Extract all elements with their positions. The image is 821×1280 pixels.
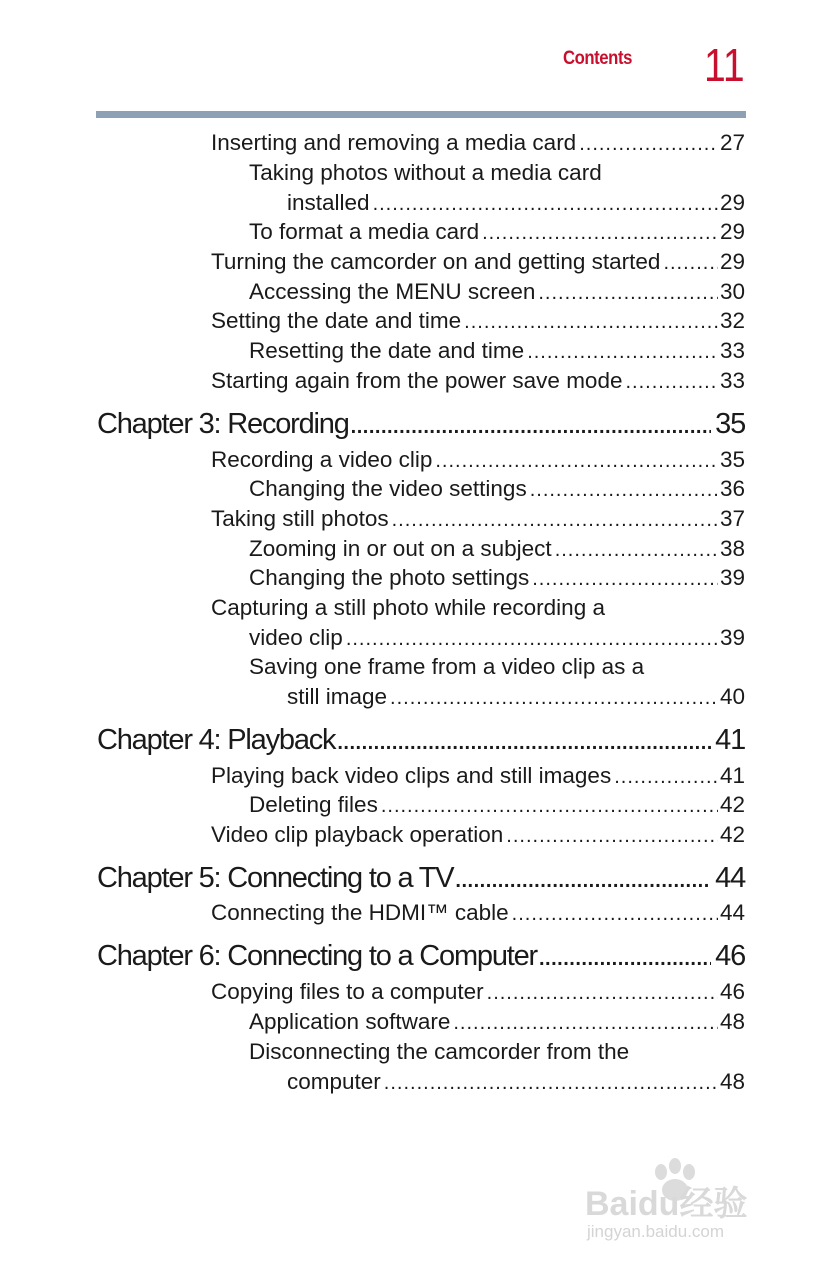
toc-entry[interactable] (249, 218, 745, 247)
toc-page-number: 39 (719, 625, 745, 650)
toc-entry[interactable] (249, 564, 745, 593)
toc-page-number: 33 (719, 338, 745, 363)
toc-entry[interactable] (211, 129, 745, 158)
toc-entry[interactable] (211, 978, 745, 1007)
dot-leader (435, 447, 718, 475)
toc-entry-title: installed (287, 190, 370, 215)
toc-entry[interactable] (287, 189, 745, 218)
toc-page-number: 33 (719, 368, 745, 393)
toc-entry[interactable] (249, 337, 745, 366)
dot-leader (506, 822, 718, 850)
toc-entry-title: Changing the video settings (249, 476, 527, 501)
toc-entry[interactable] (249, 475, 745, 504)
toc-entry[interactable] (211, 821, 745, 850)
dot-leader (538, 279, 718, 307)
toc-entry-title: Zooming in or out on a subject (249, 536, 552, 561)
watermark (585, 1160, 775, 1250)
toc-entry[interactable] (249, 535, 745, 564)
dot-leader (455, 864, 711, 898)
toc-entry-title: Playing back video clips and still images (211, 763, 612, 788)
toc-entry-title: Resetting the date and time (249, 338, 525, 363)
chapter-title: Chapter 5: Connecting to a TV (97, 862, 454, 894)
dot-leader (663, 249, 718, 277)
dot-leader (453, 1009, 718, 1037)
toc-page-number: 41 (719, 763, 745, 788)
dot-leader (373, 190, 718, 218)
toc-entry-title[interactable]: Capturing a still photo while recording a (211, 595, 605, 620)
chapter-title: Chapter 3: Recording (97, 408, 349, 440)
toc-page-number: 38 (719, 536, 745, 561)
toc-page-number: 44 (715, 862, 745, 894)
toc-page-number: 32 (719, 308, 745, 333)
dot-leader (579, 130, 718, 158)
dot-leader (530, 476, 718, 504)
toc-page-number: 42 (719, 822, 745, 847)
dot-leader (512, 900, 718, 928)
toc-entry-title: Deleting files (249, 792, 378, 817)
dot-leader (539, 942, 711, 976)
toc-entry-title: Video clip playback operation (211, 822, 504, 847)
toc-page-number: 30 (719, 279, 745, 304)
toc-entry-title[interactable]: Taking photos without a media card (249, 160, 602, 185)
toc-page-number: 35 (715, 408, 745, 440)
toc-page-number: 29 (719, 190, 745, 215)
toc-page-number: 29 (719, 219, 745, 244)
watermark-brand: Baidu经验 (585, 1185, 748, 1223)
dot-leader (625, 368, 717, 396)
toc-entry-title: video clip (249, 625, 343, 650)
toc-entry[interactable] (211, 367, 745, 396)
page-number: 11 (704, 39, 745, 91)
toc-entry[interactable] (211, 762, 745, 791)
dot-leader (532, 565, 718, 593)
toc-page-number: 46 (719, 979, 745, 1004)
dot-leader (351, 410, 711, 444)
toc-entry-title: Application software (249, 1009, 451, 1034)
chapter-title: Chapter 4: Playback (97, 724, 336, 756)
toc-page-number: 29 (719, 249, 745, 274)
dot-leader (555, 536, 718, 564)
dot-leader (614, 763, 718, 791)
dot-leader (346, 625, 718, 653)
header-rule (96, 111, 746, 118)
dot-leader (482, 219, 718, 247)
dot-leader (527, 338, 718, 366)
toc-page-number: 48 (719, 1069, 745, 1094)
toc-entry[interactable] (211, 505, 745, 534)
dot-leader (392, 506, 718, 534)
toc-entry[interactable] (211, 446, 745, 475)
toc-page-number: 37 (719, 506, 745, 531)
watermark-url: jingyan.baidu.com (587, 1222, 725, 1241)
toc-entry[interactable] (211, 248, 745, 277)
toc-entry[interactable] (249, 791, 745, 820)
toc-entry[interactable] (211, 307, 745, 336)
toc-entry-title[interactable]: Disconnecting the camcorder from the (249, 1039, 630, 1064)
toc-chapter-6[interactable] (97, 939, 745, 976)
toc-chapter-3[interactable] (97, 407, 745, 444)
toc-entry-title: Connecting the HDMI™ cable (211, 900, 509, 925)
toc-entry[interactable] (287, 1068, 745, 1097)
toc-page-number: 36 (719, 476, 745, 501)
toc-entry[interactable] (287, 683, 745, 712)
toc-entry[interactable] (249, 278, 745, 307)
toc-entry-title[interactable]: Saving one frame from a video clip as a (249, 654, 645, 679)
toc-entry[interactable] (249, 624, 745, 653)
toc-entry-title: Changing the photo settings (249, 565, 530, 590)
toc-page-number: 48 (719, 1009, 745, 1034)
running-header-section: Contents (563, 48, 632, 69)
toc-page-number: 41 (715, 724, 745, 756)
toc-entry-title: Setting the date and time (211, 308, 462, 333)
chapter-title: Chapter 6: Connecting to a Computer (97, 940, 537, 972)
toc-page-number: 35 (719, 447, 745, 472)
dot-leader (487, 979, 718, 1007)
toc-entry-title: still image (287, 684, 388, 709)
toc-entry-title: Inserting and removing a media card (211, 130, 577, 155)
toc-page-number: 39 (719, 565, 745, 590)
toc-entry-title: Taking still photos (211, 506, 389, 531)
toc-entry[interactable] (249, 1008, 745, 1037)
toc-page-number: 42 (719, 792, 745, 817)
toc-page-number: 44 (719, 900, 745, 925)
toc-entry-title: To format a media card (249, 219, 480, 244)
toc-page-number: 27 (719, 130, 745, 155)
toc-chapter-5[interactable] (97, 861, 745, 898)
toc-entry-title: Starting again from the power save mode (211, 368, 623, 393)
toc-entry-title: Accessing the MENU screen (249, 279, 536, 304)
dot-leader (464, 308, 718, 336)
dot-leader (381, 792, 718, 820)
toc-page-number: 40 (719, 684, 745, 709)
dot-leader (337, 726, 711, 760)
toc-entry-title: Recording a video clip (211, 447, 433, 472)
toc-chapter-4[interactable] (97, 723, 745, 760)
toc-entry[interactable] (211, 899, 745, 928)
toc-entry-title: Turning the camcorder on and getting started (211, 249, 661, 274)
dot-leader (390, 684, 718, 712)
dot-leader (384, 1069, 718, 1097)
toc-entry-title: computer (287, 1069, 381, 1094)
toc-entry-title: Copying files to a computer (211, 979, 484, 1004)
toc-page-number: 46 (715, 940, 745, 972)
